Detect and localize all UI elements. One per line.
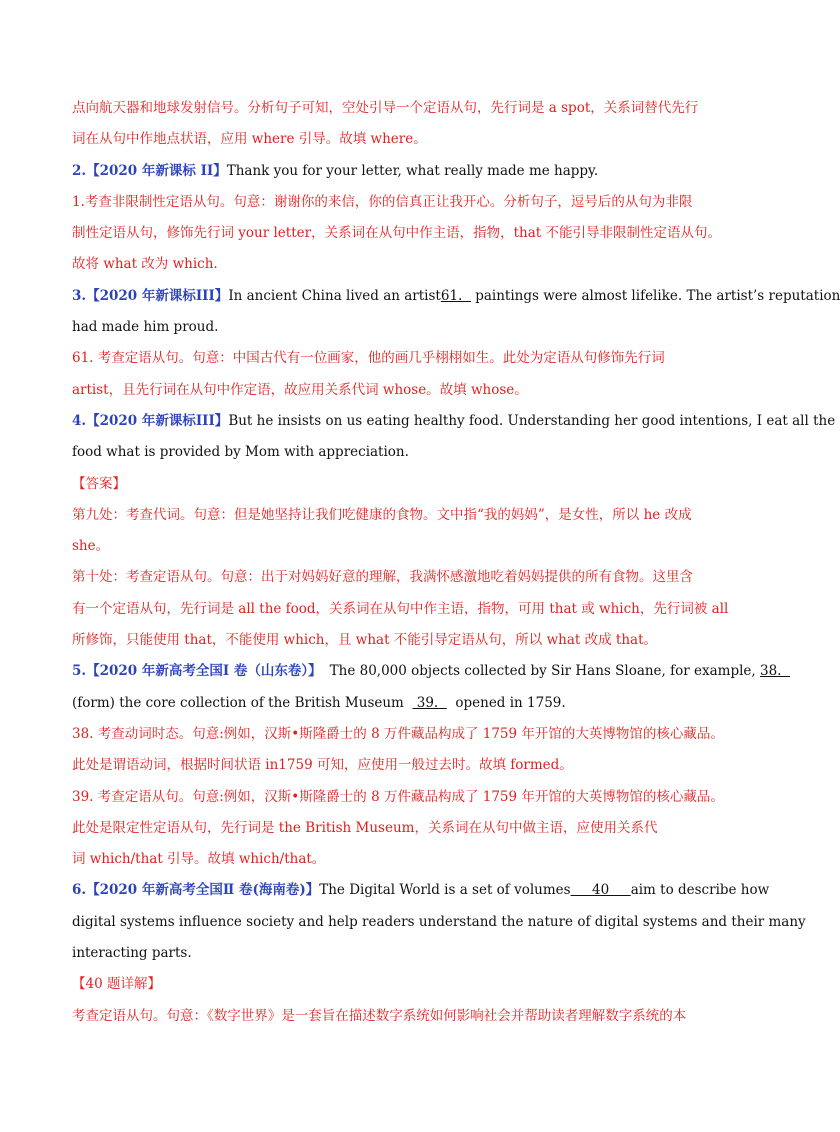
explanation-text: 点向航天器和地球发射信号。分析句子可知，空处引导一个定语从句，先行词是 a spot，关系词替代先行	[72, 100, 699, 116]
question-text: digital systems influence society and help readers understand the nature of digital systems and their many	[72, 913, 806, 930]
question-text: (form) the core collection of the British Museum	[72, 694, 413, 711]
text-line	[72, 688, 728, 719]
explanation-text: 第九处：考查代词。句意：但是她坚持让我们吃健康的食物。文中指“我的妈妈”，是女性，所以 he 改成	[72, 506, 692, 523]
text-line	[72, 562, 728, 593]
text-line	[72, 249, 728, 280]
explanation-text: 39. 考查定语从句。句意:例如，汉斯•斯隆爵士的 8 万件藏品构成了 1759 年开馆的大英博物馆的核心藏品。	[72, 788, 724, 805]
text-line	[72, 1001, 728, 1032]
explanation-text: 此处是谓语动词，根据时间状语 in1759 可知，应使用一般过去时。故填 formed。	[72, 757, 573, 774]
text-line	[72, 969, 728, 1000]
question-source-tag: 5.【2020 年新高考全国Ⅰ 卷（山东卷）】	[72, 663, 322, 680]
text-line	[72, 406, 836, 437]
text-line	[72, 375, 728, 406]
question-text: In ancient China lived an artist	[228, 287, 441, 304]
blank-number: 39.	[412, 694, 447, 711]
question-text: interacting parts.	[72, 945, 192, 962]
question-source-tag: 6.【2020 年新高考全国Ⅱ 卷(海南卷)】	[72, 882, 320, 899]
explanation-text: 61. 考查定语从句。句意：中国古代有一位画家，他的画几乎栩栩如生。此处为定语从句修饰先行词	[72, 350, 665, 367]
explanation-text: 第十处：考查定语从句。句意：出于对妈妈好意的理解，我满怀感激地吃着妈妈提供的所有食物。这里含	[72, 569, 693, 586]
explanation-text: 考查定语从句。句意：《数字世界》是一套旨在描述数字系统如何影响社会并帮助读者理解数字系统的本	[72, 1007, 687, 1024]
explanation-text: 38. 考查动词时态。句意:例如，汉斯•斯隆爵士的 8 万件藏品构成了 1759 年开馆的大英博物馆的核心藏品。	[72, 725, 724, 742]
text-line	[72, 907, 806, 938]
text-line	[72, 93, 728, 124]
explanation-text: 1.考查非限制性定语从句。句意：谢谢你的来信，你的信真正让我开心。分析句子，逗号后的从句为非限	[72, 193, 693, 210]
question-text: Thank you for your letter, what really made me happy.	[226, 162, 599, 179]
blank-number: 38.	[760, 663, 791, 680]
text-line	[72, 938, 728, 969]
explanation-text: 词在从句中作地点状语，应用 where 引导。故填 where。	[72, 131, 427, 148]
text-line	[72, 312, 728, 343]
text-line	[72, 531, 728, 562]
question-text: aim to describe how	[630, 882, 770, 899]
text-line	[72, 656, 791, 687]
blank-number: 61.	[440, 287, 471, 304]
explanation-text: 制性定语从句，修饰先行词 your letter，关系词在从句中作主语，指物，that 不能引导非限制性定语从句。	[72, 225, 721, 242]
question-text: food what is provided by Mom with appreciation.	[72, 444, 409, 461]
question-source-tag: 2.【2020 年新课标 II】	[72, 162, 227, 179]
text-line	[72, 625, 728, 656]
explanation-text: 有一个定语从句，先行词是 all the food，关系词在从句中作主语，指物，可用 that 或 which，先行词被 all	[72, 600, 729, 617]
text-line	[72, 469, 728, 500]
question-text: had made him proud.	[72, 319, 219, 336]
text-line	[72, 156, 728, 187]
explanation-text: 【40 题详解】	[72, 976, 161, 993]
text-line	[72, 750, 728, 781]
text-line	[72, 719, 728, 750]
text-line	[72, 875, 770, 906]
text-line	[72, 343, 728, 374]
explanation-text: 故将 what 改为 which.	[72, 256, 218, 273]
text-line	[72, 218, 728, 249]
question-text: The 80,000 objects collected by Sir Hans Sloane, for example,	[329, 663, 760, 680]
text-line	[72, 500, 728, 531]
text-line	[72, 782, 728, 813]
explanation-text: 词 which/that 引导。故填 which/that。	[72, 851, 326, 868]
question-source-tag: 3.【2020 年新课标III】	[72, 287, 229, 304]
explanation-text: 此处是限定性定语从句，先行词是 the British Museum，关系词在从句中做主语，应使用关系代	[72, 819, 658, 836]
explanation-text: 【答案】	[72, 475, 126, 492]
blank-number: 40	[570, 882, 631, 899]
text-line	[72, 281, 840, 312]
question-text: paintings were almost lifelike. The artist’s reputation	[470, 287, 840, 304]
explanation-text: artist，且先行词在从句中作定语，故应用关系代词 whose。故填 whose。	[72, 381, 528, 398]
text-line	[72, 124, 728, 155]
question-text: opened in 1759.	[446, 694, 566, 711]
text-line	[72, 437, 728, 468]
text-line	[72, 844, 728, 875]
question-text: But he insists on us eating healthy food. Understanding her good intentions, I eat all the	[228, 412, 836, 429]
text-line	[72, 813, 728, 844]
explanation-text: 所修饰，只能使用 that，不能使用 which，且 what 不能引导定语从句，所以 what 改成 that。	[72, 632, 657, 649]
question-text: The Digital World is a set of volumes	[319, 882, 571, 899]
text-line	[72, 594, 728, 625]
explanation-text: she。	[72, 538, 110, 555]
question-source-tag: 4.【2020 年新课标III】	[72, 412, 229, 429]
text-line	[72, 187, 728, 218]
